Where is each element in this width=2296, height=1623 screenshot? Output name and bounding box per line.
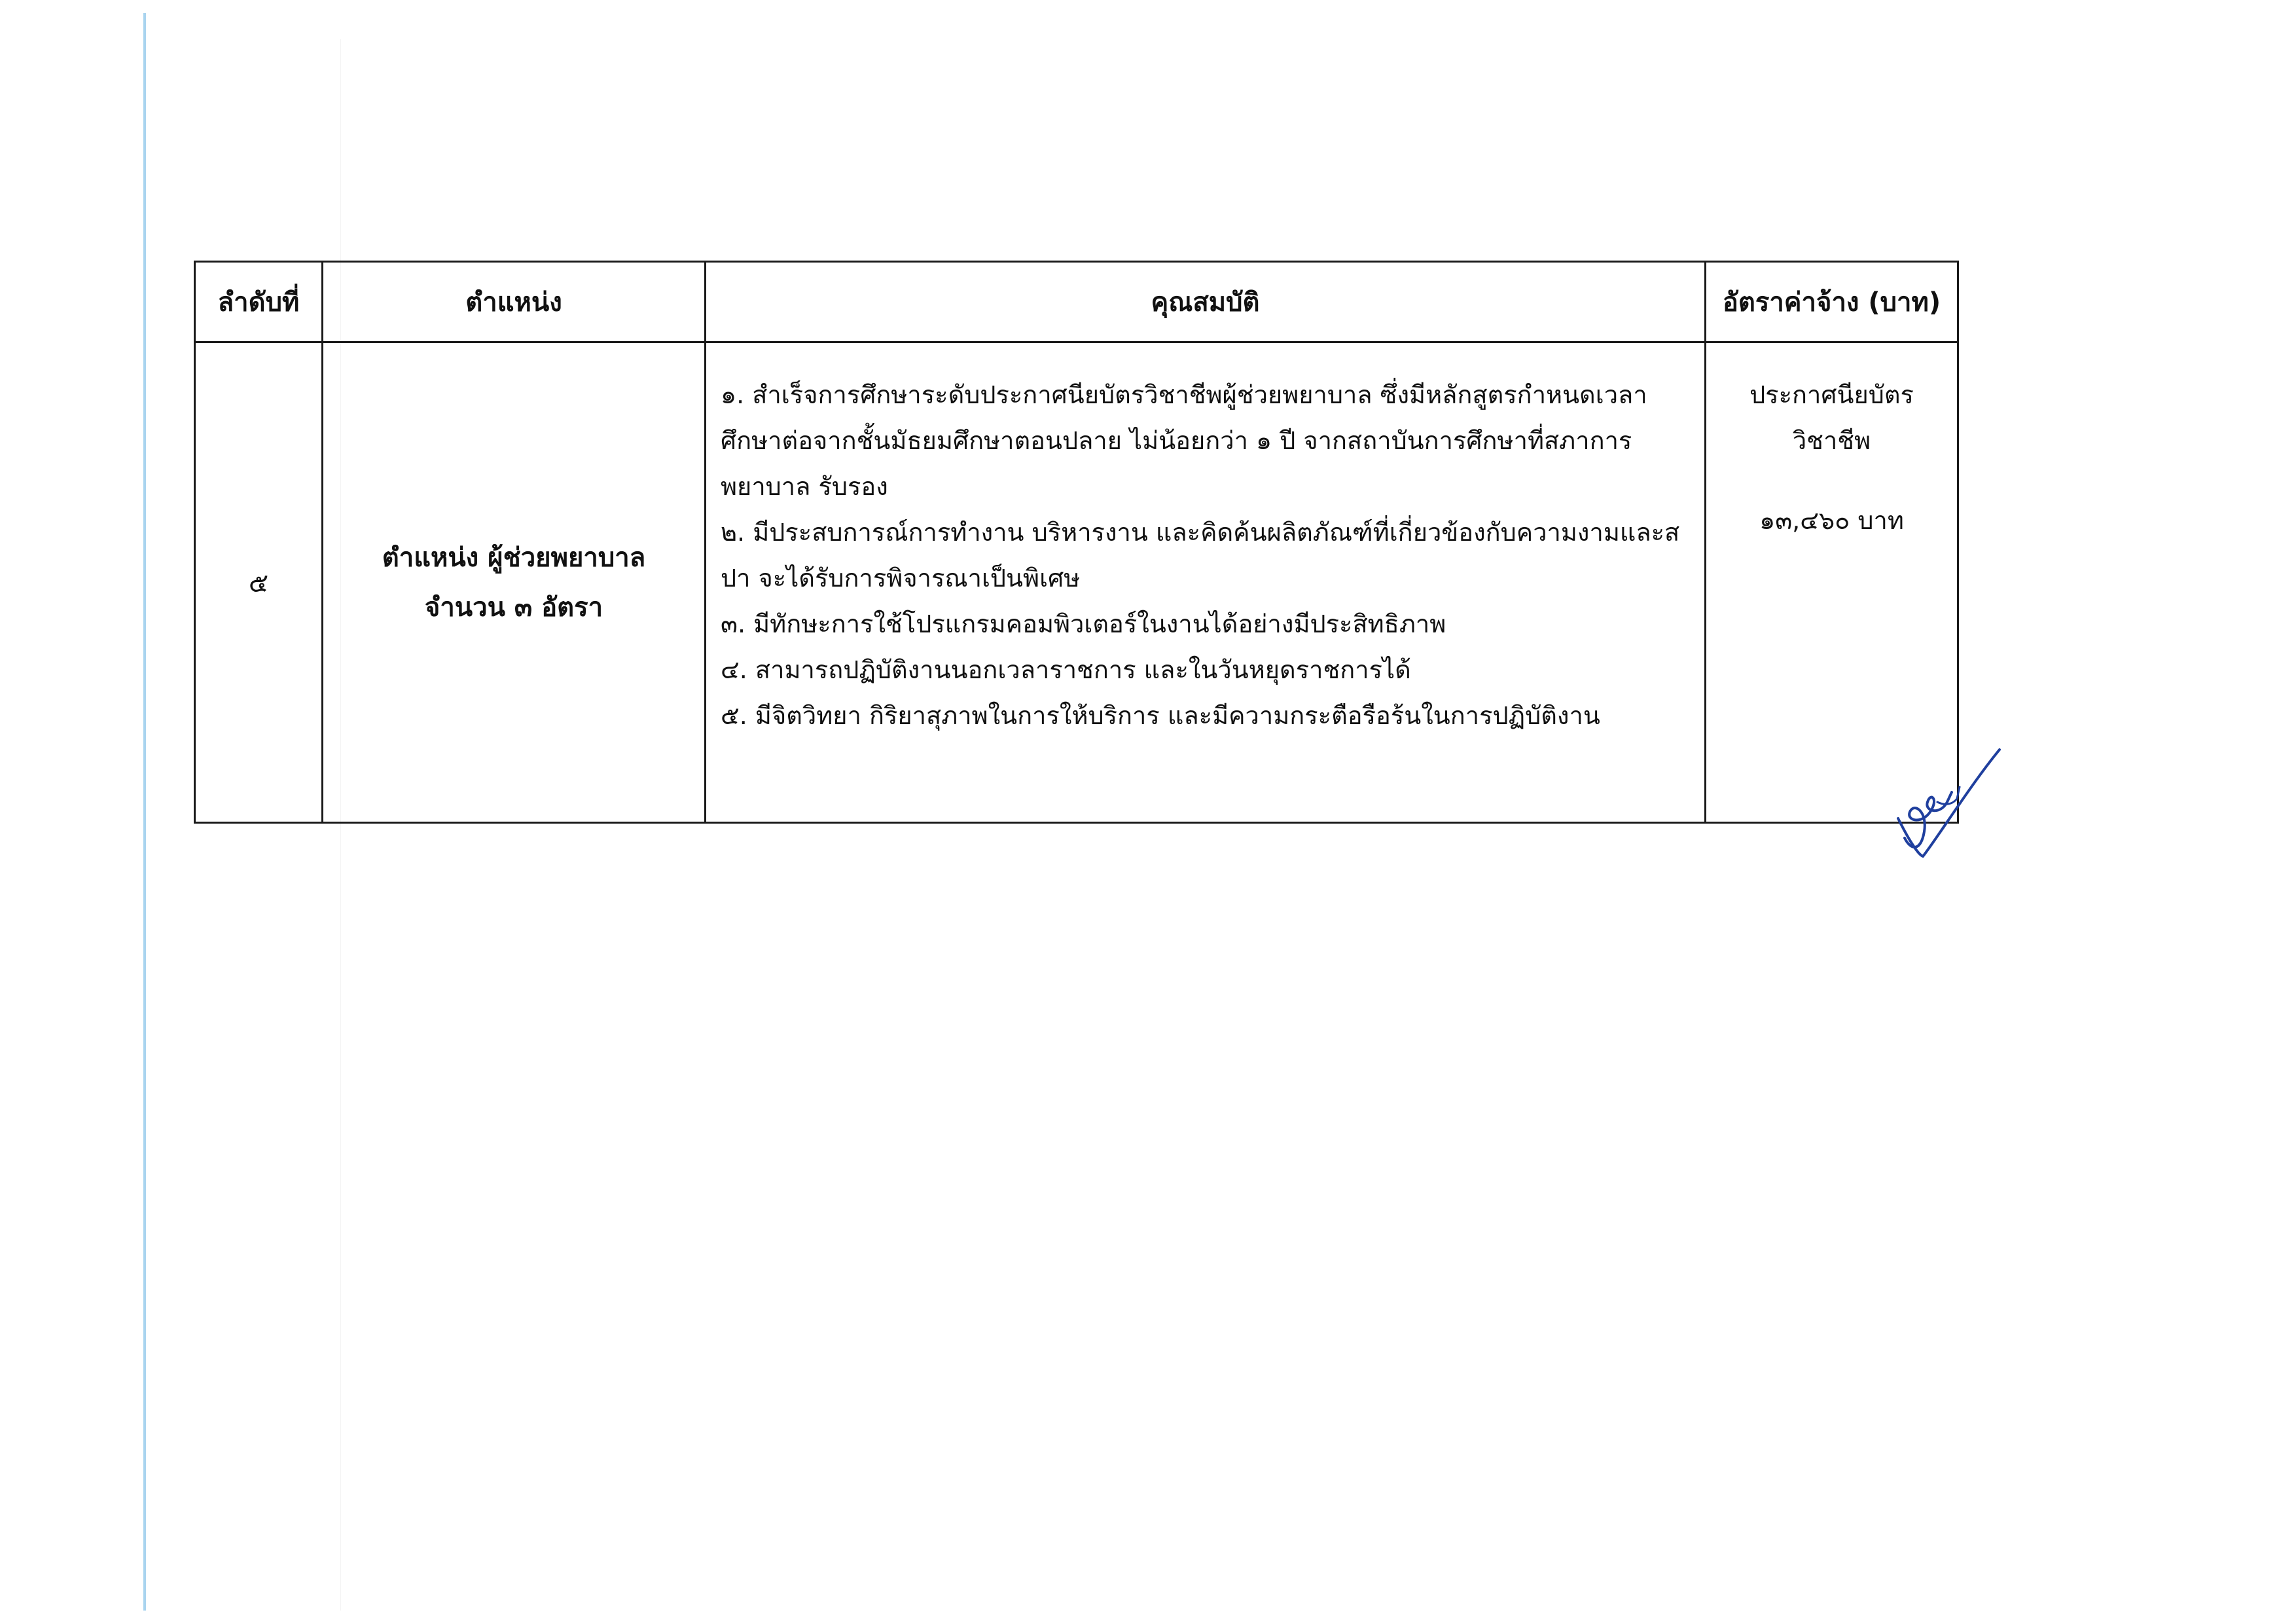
header-position: ตำแหน่ง	[323, 262, 706, 342]
table-row	[195, 342, 1958, 823]
row-number: ๕	[195, 342, 323, 823]
qualification-item-5: ๕. มีจิตวิทยา กิริยาสุภาพในการให้บริการ และมีความกระตือรือร้นในการปฏิบัติงาน	[721, 701, 1600, 730]
header-no: ลำดับที่	[195, 262, 323, 342]
header-qualifications: คุณสมบัติ	[706, 262, 1706, 342]
qualification-item-2: ๒. มีประสบการณ์การทำงาน บริหารงาน และคิดค้นผลิตภัณฑ์ที่เกี่ยวข้องกับความงามและสปา จะได้รับการพิจารณาเป็นพิเศษ	[721, 518, 1680, 593]
rate-spacer	[1707, 464, 1956, 498]
position-title: ตำแหน่ง ผู้ช่วยพยาบาล	[382, 542, 646, 573]
rate-amount: ๑๓,๔๖๐ บาท	[1759, 506, 1904, 535]
rate-requirement-line1: ประกาศนียบัตร	[1749, 380, 1914, 409]
qualification-item-3: ๓. มีทักษะการใช้โปรแกรมคอมพิวเตอร์ในงานได้อย่างมีประสิทธิภาพ	[721, 610, 1446, 638]
qualification-item-1: ๑. สำเร็จการศึกษาระดับประกาศนียบัตรวิชาชีพผู้ช่วยพยาบาล ซึ่งมีหลักสูตรกำหนดเวลาศึกษาต่อจากชั้นมัธยมศึกษาตอนปลาย ไม่น้อยกว่า ๑ ปี จากสถาบันการศึกษาที่สภาการพยาบาล รับรอง	[721, 380, 1647, 501]
rate-requirement-line2: วิชาชีพ	[1792, 426, 1871, 455]
position-cell	[323, 342, 706, 823]
position-count: จำนวน ๓ อัตรา	[424, 592, 603, 623]
header-rate: อัตราค่าจ้าง (บาท)	[1706, 262, 1958, 342]
position-qualification-table	[194, 261, 1959, 824]
qualifications-cell	[706, 342, 1706, 823]
left-margin-line	[143, 13, 146, 1611]
table-header-row	[195, 262, 1958, 342]
qualification-item-4: ๔. สามารถปฏิบัติงานนอกเวลาราชการ และในวันหยุดราชการได้	[721, 655, 1411, 684]
handwritten-signature	[1892, 740, 2003, 858]
